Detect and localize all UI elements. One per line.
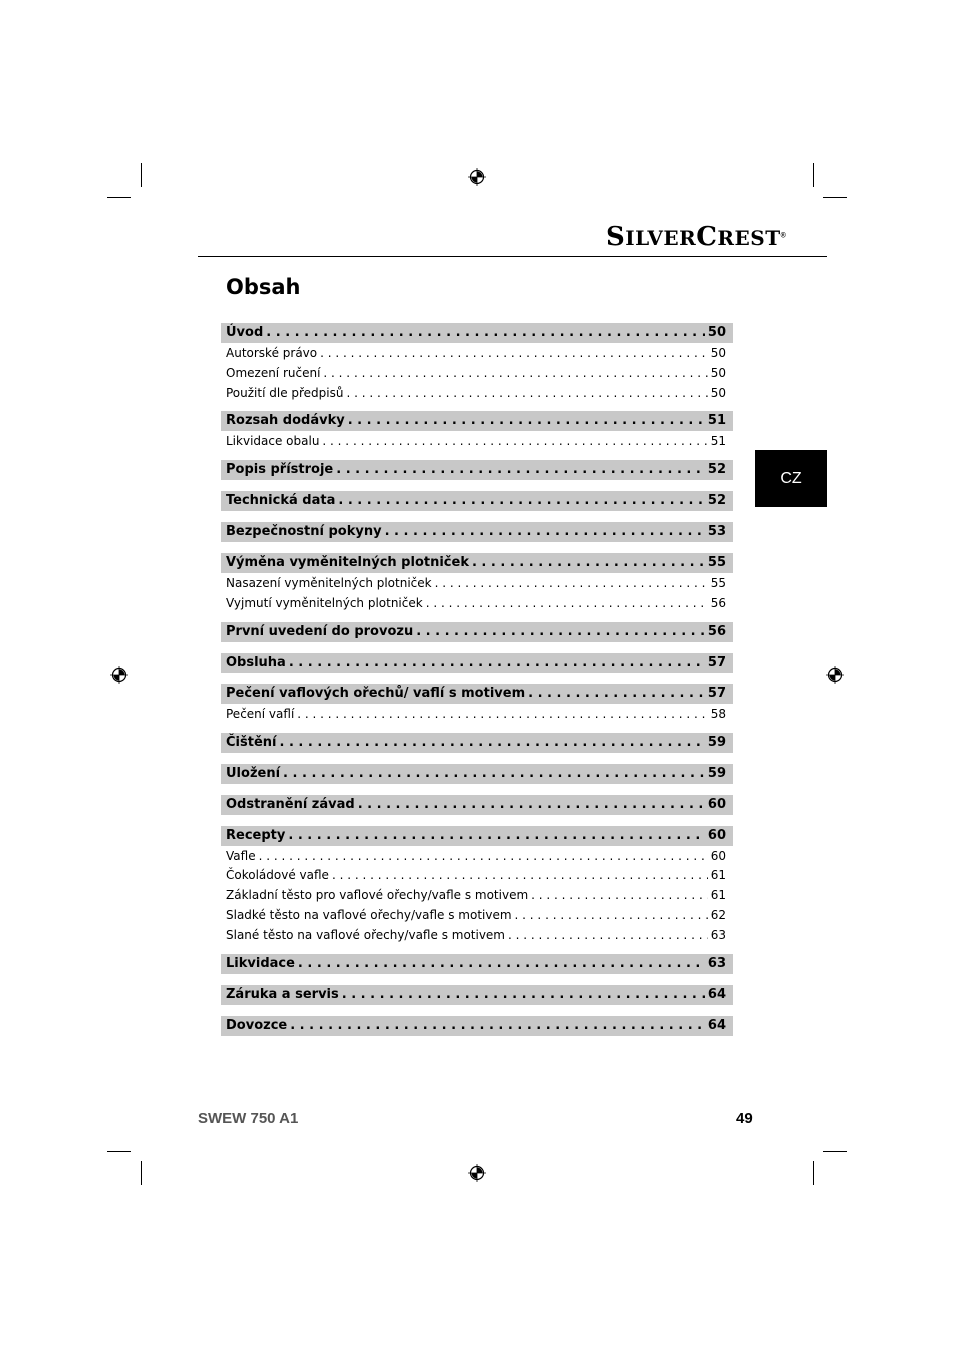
toc-leader [288,826,705,846]
toc-section [221,653,733,673]
toc-subsection [221,432,733,452]
table-of-contents [221,323,733,1036]
crop-mark [823,1151,847,1152]
toc-section-label: Popis přístroje [226,462,334,478]
toc-leader [279,733,704,753]
crop-mark [107,197,131,198]
toc-leader [298,954,705,974]
toc-leader [385,522,705,542]
toc-subsection-page: 50 [710,385,726,400]
toc-subsection [221,886,733,906]
toc-subsection-page: 50 [710,346,726,360]
toc-subsection-label: Nasazení vyměnitelných plotniček [226,576,432,591]
toc-leader [348,411,705,431]
toc-subsection [221,344,733,364]
toc-subsection-label: Likvidace obalu [226,434,320,449]
toc-section [221,553,733,573]
crop-mark [813,163,814,187]
toc-leader [347,384,708,404]
toc-section-page: 50 [707,325,726,340]
toc-subsection-page: 51 [710,434,726,449]
toc-subsection [221,866,733,886]
toc-section-page: 64 [707,986,726,1002]
toc-leader [320,344,708,364]
registration-mark-icon [110,666,128,684]
header-rule [198,256,827,257]
toc-subsection-page: 61 [710,868,726,883]
toc-subsection-page: 60 [710,848,726,863]
toc-section-label: Úvod [226,325,264,340]
toc-section-label: Uložení [226,765,281,781]
toc-leader [342,985,705,1005]
toc-section-label: Likvidace [226,955,295,971]
toc-section-label: První uvedení do provozu [226,623,414,639]
toc-leader [531,886,708,906]
toc-leader [336,460,705,480]
crop-mark [813,1161,814,1185]
toc-subsection [221,574,733,594]
registration-mark-icon [468,168,486,186]
toc-subsection-label: Vafle [226,848,256,863]
toc-section-label: Bezpečnostní pokyny [226,524,382,540]
toc-section-page: 63 [707,955,726,971]
toc-section-page: 59 [707,734,726,750]
registration-mark-icon [468,1164,486,1182]
toc-subsection-label: Sladké těsto na vaflové ořechy/vafle s motivem [226,907,512,922]
toc-section [221,826,733,846]
toc-section-label: Dovozce [226,1017,288,1033]
toc-leader [358,795,705,815]
registration-mark-icon [826,666,844,684]
toc-leader [416,622,705,642]
page-number: 49 [736,1110,753,1127]
toc-subsection [221,594,733,614]
toc-leader [508,926,708,946]
toc-subsection [221,705,733,725]
toc-leader [515,906,708,926]
toc-leader [472,553,705,573]
toc-leader [266,323,705,343]
crop-mark [107,1151,131,1152]
toc-subsection [221,847,733,867]
toc-section-label: Technická data [226,493,336,509]
toc-subsection-page: 58 [710,706,726,721]
toc-leader [290,1016,705,1036]
toc-leader [435,574,708,594]
toc-subsection [221,384,733,404]
page-title: Obsah [226,275,301,299]
toc-section [221,954,733,974]
toc-section-label: Pečení vaflových ořechů/ vaflí s motivem [226,685,526,701]
toc-leader [322,432,707,452]
toc-section [221,522,733,542]
toc-section [221,1016,733,1036]
crop-mark [141,1161,142,1185]
toc-subsection-label: Použití dle předpisů [226,385,344,400]
toc-leader [323,364,707,384]
toc-section-page: 53 [707,524,726,540]
toc-section-label: Záruka a servis [226,986,339,1002]
toc-subsection-label: Vyjmutí vyměnitelných plotniček [226,595,423,610]
toc-section-label: Recepty [226,827,286,843]
brand-logo: SILVERCREST® [606,222,787,252]
toc-subsection-page: 55 [710,576,726,591]
toc-section-page: 51 [707,413,726,429]
toc-subsection-label: Omezení ručení [226,365,321,380]
toc-leader [297,705,707,725]
toc-subsection-label: Autorské právo [226,346,318,360]
toc-section [221,684,733,704]
toc-section [221,411,733,431]
toc-section-label: Odstranění závad [226,796,355,812]
toc-subsection-label: Základní těsto pro vaflové ořechy/vafle s motivem [226,888,529,903]
toc-section-label: Výměna vyměnitelných plotniček [226,555,469,571]
toc-section-page: 56 [707,623,726,639]
toc-leader [283,764,705,784]
model-number: SWEW 750 A1 [198,1110,299,1127]
toc-section-page: 57 [707,685,726,701]
toc-section-page: 57 [707,654,726,670]
toc-subsection-page: 56 [710,595,726,610]
crop-mark [141,163,142,187]
toc-subsection [221,926,733,946]
toc-section [221,795,733,815]
toc-section [221,764,733,784]
toc-leader [289,653,705,673]
toc-section [221,491,733,511]
toc-leader [259,847,708,867]
toc-section-page: 64 [707,1017,726,1033]
language-tab: CZ [755,450,827,507]
toc-section [221,985,733,1005]
toc-subsection-label: Čokoládové vafle [226,868,329,883]
toc-subsection [221,906,733,926]
toc-subsection-page: 61 [710,888,726,903]
toc-subsection-label: Pečení vaflí [226,706,295,721]
toc-section-label: Čištění [226,734,277,750]
toc-section-page: 52 [707,493,726,509]
toc-subsection [221,364,733,384]
toc-section [221,460,733,480]
toc-section-page: 59 [707,765,726,781]
toc-section-page: 55 [707,555,726,571]
toc-section-label: Obsluha [226,654,286,670]
toc-leader [332,866,708,886]
toc-leader [426,594,708,614]
crop-mark [823,197,847,198]
toc-subsection-page: 50 [710,365,726,380]
toc-section-label: Rozsah dodávky [226,413,345,429]
toc-section-page: 52 [707,462,726,478]
toc-leader [528,684,705,704]
toc-subsection-label: Slané těsto na vaflové ořechy/vafle s motivem [226,927,505,942]
toc-section [221,733,733,753]
toc-subsection-page: 63 [710,927,726,942]
toc-section [221,323,733,343]
toc-section [221,622,733,642]
toc-section-page: 60 [707,796,726,812]
toc-subsection-page: 62 [710,907,726,922]
toc-section-page: 60 [707,827,726,843]
toc-leader [338,491,705,511]
